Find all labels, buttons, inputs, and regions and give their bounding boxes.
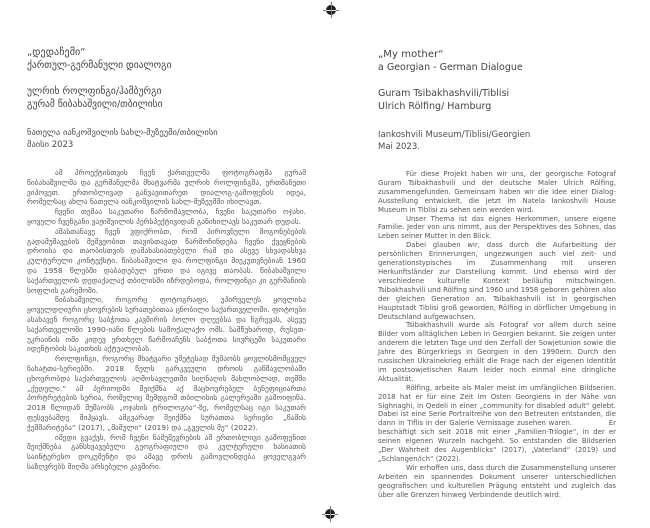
registration-mark-top-icon (323, 2, 339, 18)
body-text (27, 168, 306, 472)
body-paragraph: ამასთანავე ჩვენ ვფიქრობთ, რომ პიროვნული მოგონებების გადამუშავების მეშვეობით თავისთავად წარმოჩინდება ჩვენი ქვეყნების დროისა და თაობისთვის დამახასიათებელი რამ და ასევე სხვადასხვა კულტურული კონტექსტი. წიბახაშვილი და როლფინგი მიეკუთვნებიან 1960 და 1958 წლებში დაბადებულ ერთი და იგივე თაობას. წიბახაშვილი საქართველოს დედაქალაქ თბილისში იზრდებოდა, როლფინგი კი გერმანიის სოფლის გარემოში. (27, 226, 306, 295)
page-subtitle: ქართულ-გერმანული დიალოგი (27, 60, 172, 71)
author-line: Ulrich Rölfing/ Hamburg (378, 101, 492, 112)
authors-block (378, 87, 616, 113)
venue-line: Iankoshvili Museum/Tiblisi/Georgien (378, 130, 531, 140)
body-paragraph: Rölfing, arbeite als Maler meist im umfänglichen Bildserien. 2018 hat er für eine Zeit im Osten Georgiens in der Nähe von Sighnaghi, in Qedeli in einer „community for disabled adult“ gelebt. Dabei ist eine Serie Portraitreihe von den Betreuten entstanden, die dann in Tiflis in der Galerie Vernissage zusehen waren. Er beschäftigt sich seit 2018 mit einer „Familien-Trilogie“, in der er seinen eigenen Wurzeln nachgeht. So entstanden die Bildserien „Der Wahrheit des Augenblicks“ (2017), „Vaterland“ (2019) und „Schlangen/ich“ (2022). (378, 383, 616, 463)
body-paragraph: ჩვენი თემაა საკუთარი წარმომავლობა, ჩვენი საკუთარი ოჯახი. ყოველი ჩვენგანი ვაჟიშვილის პერსპექტივიდან განიხილავს საკუთარ დედას. (27, 207, 306, 226)
page-title: „My mother“ (378, 49, 444, 60)
author-line: გურამ წიბახაშვილი/თბილისი (27, 99, 163, 110)
body-paragraph: ამ პროექტისთვის ჩვენ ქართველმა ფოტოგრაფმა გურამ წიბახაშვილმა და გერმანელმა მხატვარმა ულრიხ როლფინგმა, ერთმანეთი ვიპოვეთ. ერთობლივად განვავითარეთ დიალოგ-გამოფენის იდეა, რომელსაც ახლა ნათელა იანკოშვილის სახლ-მუზეუმში იხილავთ. (27, 168, 306, 207)
body-paragraph: Wir erhoffen uns, dass durch die Zusammenstellung unserer Arbeiten ein spannendes Dokument unserer unterschiedlichen geografischen und kulturellen Prägung entsteht und zugleich das über alle Grenzen hinweg Verbindende deutlich wird. (378, 463, 616, 499)
body-paragraph: წიბახაშვილი, როგორც ფოტოგრაფი, უპირველეს ყოვლისა ყოველდღიური ცხოვრების სურათებითაა ცნობილი საქართველოში. ფოტოები ასახავენ როგორც საბჭოთა კავშირის ბოლო დღეებსა და ნგრევას, ასევე საქართველოში 1990-იანი წლების სამოქალაქო ომს. სამწუხაროდ, რუსეთ-უკრაინის ომი კიდევ ერთხელ წარმოაჩენს საბჭოთა სივრცეში საკუთარი იდენტობის საკითხის აქტუალობას. (27, 295, 306, 354)
body-paragraph: როლფინგი, როგორც მხატვარი უმეტესად მუშაობს ყოვლისმომცველ ნახატთა-სერიებში. 2018 წელს გარკვეული დროის განმავლობაში ცხოვრობდა საქართველოს აღმოსავლეთში სიღნაღის მახლობლად, თემში „ქედელი.“ ამ პერიოდში შეიქმნა აქ მაცხოვრებელ ბენეფიციართა პორტრეტების სერია, რომელიც შემდგომ თბილისის გალერეაში გამოიფინა. 2018 წლიდან მუშაობს „ოჯახის ტრილოგია“-ზე, რომელსაც იგი საკუთარ ფესვებამდე მიჰყავს. ამგვარად შეიქმნა სურათთა სერიები „წამის ჭეშმარიტება“ (2017), „მამული“ (2019) და „გველის მე“ (2022). (27, 354, 306, 432)
body-paragraph: Dabei glauben wir, dass durch die Aufarbeitung der persönlichen Erinnerungen, ungezwungen auch viel zeit- und generationstypisches im Zusammenhang mit unseren Herkunftsländer zur Darstellung kommt. Und ebenso wird der verschiedene kulturelle Kontext beiläufig mitschwingen. Tsibakhashvili und Rölfing sind 1960 und 1958 geboren gehören also der gleichen Generation an. Tsibakhashvili ist in georgischen Hauptstadt Tiblisi groß geworden, Rölfing in dörflicher Umgebung in Deutschland aufgewachsen. (378, 241, 616, 321)
page-subtitle: a Georgian - German Dialogue (378, 62, 523, 73)
venue-line: ნათელა იანკოშვილის სახლ-მუზეუმი/თბილისი (27, 128, 218, 138)
date-line: მაისი 2023 (27, 140, 74, 150)
venue-block (27, 127, 306, 151)
date-line: Mai 2023. (378, 142, 420, 152)
left-page (27, 46, 306, 472)
body-paragraph: იმედი გვაქვს, რომ ჩვენი ნამუშევრების ამ ერთობლივი გამოფენით შეიქმნება განსხვავებული გეოგრაფიული და კულტურული ხასიათის საინტერესო დოკუმენტი და ამავე დროს გამოვლინდება ყოველგვარ საზღვრებს მიღმა არსებული კავშირი. (27, 432, 306, 471)
authors-block (27, 85, 306, 111)
author-line: Guram Tsibakhashvili/Tiblisi (378, 88, 510, 99)
body-paragraph: Unser Thema ist das eignes Herkommen, unsere eigene Familie. Jeder von uns nimmt, aus der Perspektives des Sohnes, das Leben seiner Mutter in den Blick. (378, 214, 616, 241)
body-text (378, 170, 616, 500)
right-page (378, 48, 616, 500)
body-paragraph: Tsibakhashvili wurde als Fotograf vor allem durch seine Bilder vom alltäglichen Leben in Georgien bekannt. Sie zeigen unter anderem die letzten Tage und den Zerfall der Sowjetunion sowie die Jahre des Bürgerkriegs in Georgien in den 1990ern. Durch den russischen Ukrainekrieg erhält die Frage nach der eigenen Identität im postsowjetischen Raum leider noch einmal eine dringliche Aktualität. (378, 321, 616, 383)
venue-block (378, 129, 616, 153)
body-paragraph: Für diese Projekt haben wir uns, der georgische Fotograf Guram Tsibakhashvili und der deutsche Maler Ulrich Rölfing, zusammengefunden. Gemeinsam haben wir die Idee einer Dialog-Ausstellung entwickelt, die jetzt im Natela Iankoshvili House Museum in Tiblisi zu sehen sein werden wird. (378, 170, 616, 214)
registration-mark-bottom-icon (322, 506, 338, 522)
page-title: „დედაჩემი“ (27, 47, 86, 58)
author-line: ულრიხ როლფინგი/ჰამბურგი (27, 86, 162, 97)
